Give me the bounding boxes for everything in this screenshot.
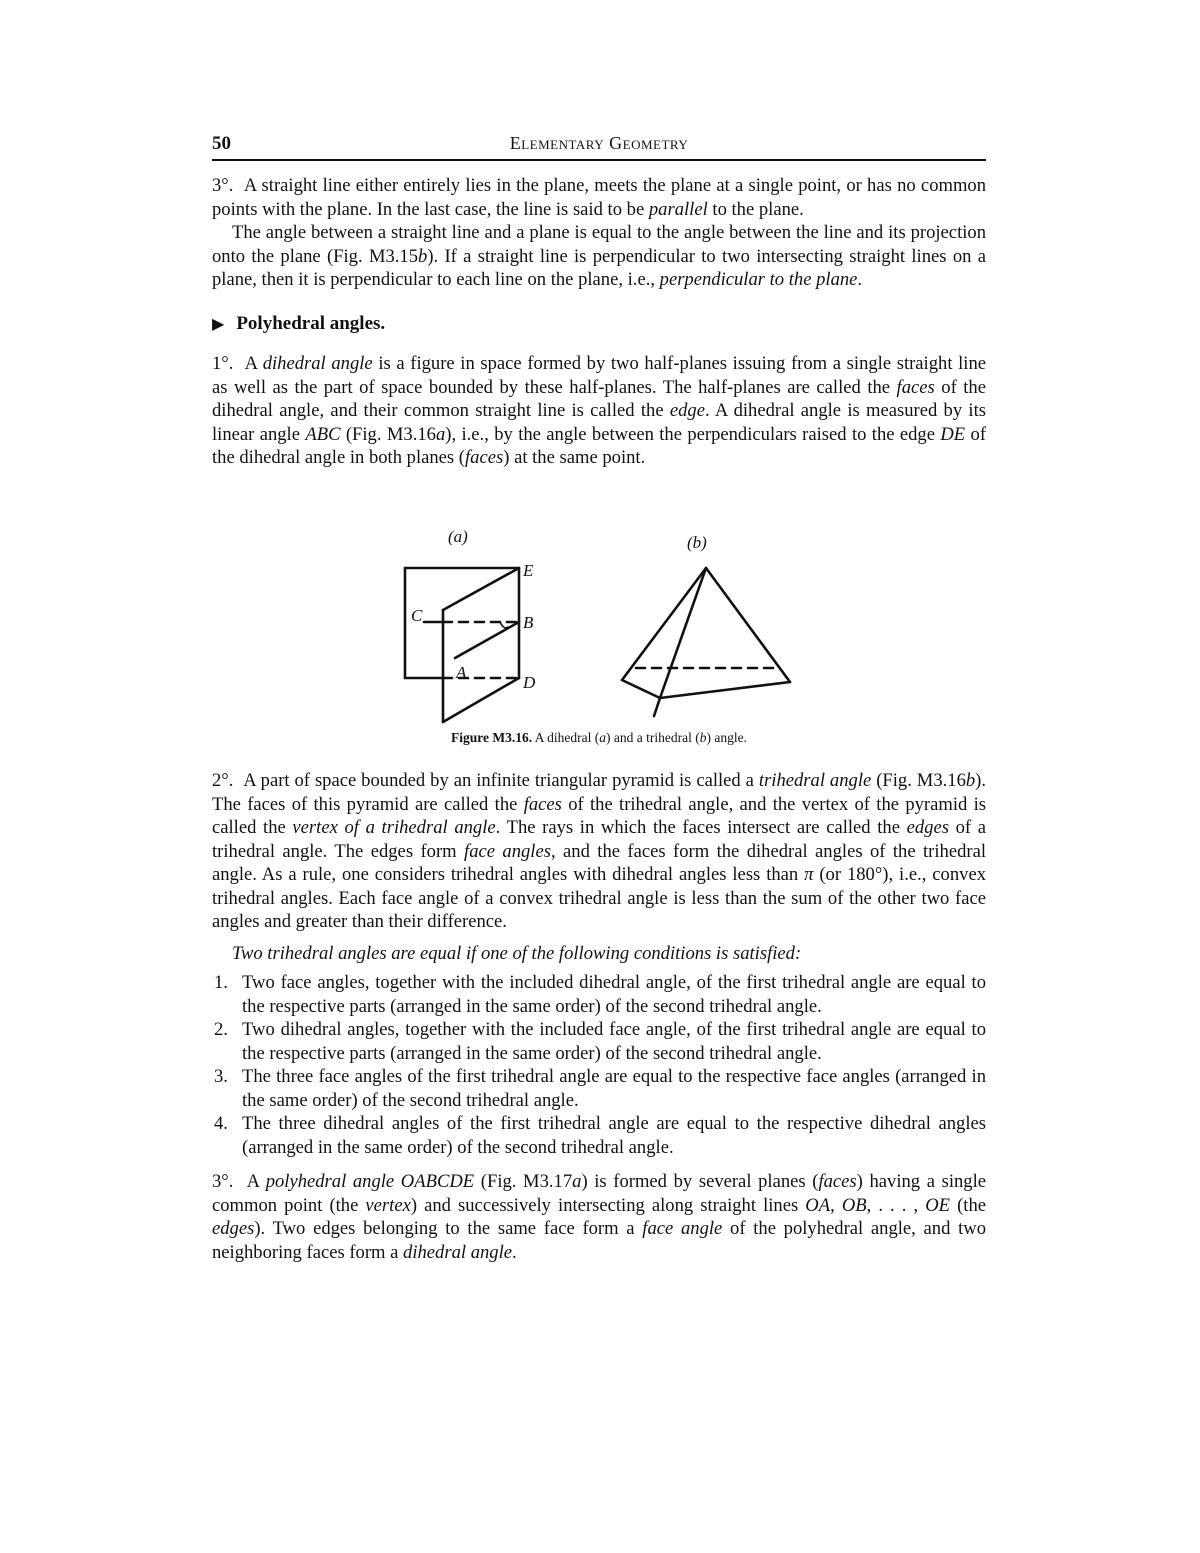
trihedral-edge-3 (660, 568, 706, 698)
running-header (212, 133, 986, 161)
trihedral-base-1 (622, 680, 660, 698)
line-AB (455, 622, 519, 658)
point-D: D (523, 672, 536, 692)
trihedral-edge-2 (706, 568, 790, 682)
triangle-marker-icon: ▶ (212, 315, 225, 333)
point-E: E (523, 560, 534, 580)
fig-label-b: (b) (687, 532, 707, 552)
point-C: C (411, 605, 423, 625)
section-title: Polyhedral angles. (236, 312, 386, 334)
list-item: 1. Two face angles, together with the included dihedral angle, of the first trihedral angle are equal to the respective parts (arranged in the same order) of the second trihedral angle. (214, 972, 986, 1017)
paragraph-polyhedral-angle: 3°. A polyhedral angle OABCDE (Fig. M3.17a) is formed by several planes (faces) having a single common point (the vertex) and successively intersecting along straight lines OA, OB, . . . , OE (the edges). Two edges belonging to the same face form a face angle of the polyhedral angle, and two neighboring faces form a dihedral angle. (212, 1171, 987, 1263)
running-title: Elementary Geometry (509, 133, 689, 153)
list-item: 3. The three face angles of the first trihedral angle are equal to the respective face angles (arranged in the same order) of the second trihedral angle. (214, 1066, 986, 1111)
section-heading (212, 312, 986, 337)
main-text (212, 174, 986, 1264)
conditions-lead: Two trihedral angles are equal if one of the following conditions is satisfied: (232, 942, 802, 964)
point-B: B (523, 612, 534, 632)
figure-m3-16 (212, 476, 986, 726)
dihedral-front-face-top (443, 568, 519, 610)
fig-label-a: (a) (448, 526, 468, 546)
conditions-list (212, 971, 986, 1159)
dihedral-front-face-bottom (443, 678, 519, 722)
figure-caption: Figure M3.16. A dihedral (a) and a trihedral (b) angle. (451, 729, 747, 745)
trihedral-edge-ext (654, 698, 660, 716)
paragraph-line-plane: 3°. A straight line either entirely lies in the plane, meets the plane at a single point, or has no common points with the plane. In the last case, the line is said to be parallel to the plane. (212, 175, 987, 220)
paragraph-trihedral-angle: 2°. A part of space bounded by an infinite triangular pyramid is called a trihedral angle (Fig. M3.16b). The faces of this pyramid are called the faces of the trihedral angle, and the vertex of the pyramid is called the vertex of a trihedral angle. The rays in which the faces intersect are called the edges of a trihedral angle. The edges form face angles, and the faces form the dihedral angles of the trihedral angle. As a rule, one considers trihedral angles with dihedral angles less than π (or 180°), i.e., convex trihedral angles. Each face angle of a convex trihedral angle is less than the sum of the other two face angles and greater than their difference. (212, 770, 987, 932)
trihedral-edge-1 (622, 568, 706, 680)
list-item: 2. Two dihedral angles, together with the included face angle, of the first trihedral angle are equal to the respective parts (arranged in the same order) of the second trihedral angle. (214, 1019, 986, 1064)
trihedral-base-2 (660, 682, 790, 698)
point-A: A (456, 662, 467, 682)
figure-diagram (212, 476, 986, 726)
paragraph-dihedral-angle: 1°. A dihedral angle is a figure in space formed by two half-planes issuing from a single straight line as well as the part of space bounded by these half-planes. The half-planes are called the faces of the dihedral angle, and their common straight line is called the edge. A dihedral angle is measured by its linear angle ABC (Fig. M3.16a), i.e., by the angle between the perpendiculars raised to the edge DE of the dihedral angle in both planes (faces) at the same point. (212, 353, 987, 468)
paragraph-angle-line-plane: The angle between a straight line and a plane is equal to the angle between the line and its projection onto the plane (Fig. M3.15b). If a straight line is perpendicular to two intersecting straight lines on a plane, then it is perpendicular to each line on the plane, i.e., perpendicular to the plane. (212, 222, 986, 290)
list-item: 4. The three dihedral angles of the first trihedral angle are equal to the respective dihedral angles (arranged in the same order) of the second trihedral angle. (214, 1113, 986, 1158)
page-number: 50 (212, 133, 231, 154)
